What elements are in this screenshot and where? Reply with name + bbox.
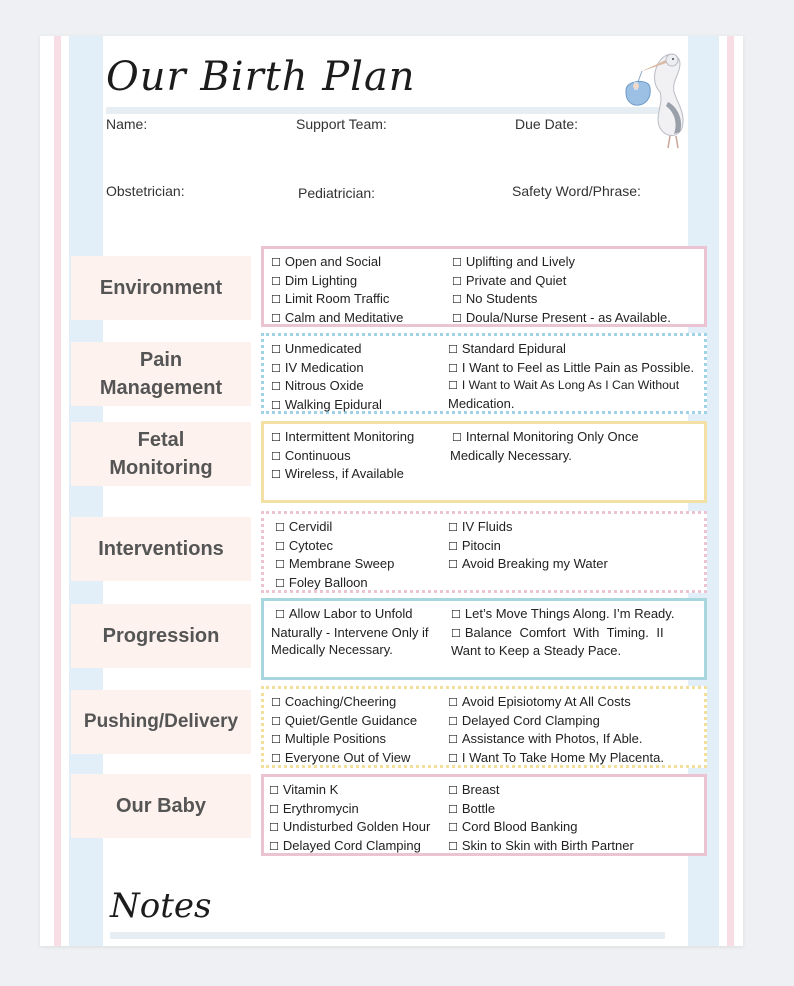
checkbox-item[interactable] bbox=[452, 309, 671, 328]
checkbox-label: No Students bbox=[465, 291, 538, 306]
checkbox-item[interactable] bbox=[271, 712, 417, 731]
checkbox-item[interactable] bbox=[448, 749, 664, 768]
checkbox-item[interactable] bbox=[450, 428, 639, 447]
checkbox-item[interactable] bbox=[275, 518, 394, 537]
checkbox-icon: ☐ bbox=[448, 343, 458, 356]
environment-left-column bbox=[271, 253, 403, 327]
checkbox-label: Wireless, if Available bbox=[284, 466, 404, 481]
checkbox-label: Unmedicated bbox=[284, 341, 362, 356]
checkbox-label-continuation: Medication. bbox=[448, 395, 515, 411]
progression-left-column bbox=[271, 605, 447, 659]
title-underline bbox=[106, 107, 661, 114]
checkbox-item[interactable] bbox=[448, 781, 634, 800]
obstetrician-field-label: Obstetrician: bbox=[106, 183, 185, 199]
stripe-pink-left bbox=[54, 36, 61, 946]
checkbox-item[interactable] bbox=[448, 837, 634, 856]
section-label-fetal-monitoring bbox=[71, 422, 251, 486]
checkbox-icon: ☐ bbox=[275, 558, 285, 571]
checkbox-icon: ☐ bbox=[451, 608, 461, 621]
checkbox-item[interactable] bbox=[271, 730, 417, 749]
checkbox-item[interactable] bbox=[275, 537, 394, 556]
section-label-text: Management bbox=[99, 377, 223, 399]
section-label-text: Monitoring bbox=[109, 457, 213, 479]
checkbox-icon: ☐ bbox=[448, 521, 458, 534]
section-label-text: Pushing/Delivery bbox=[83, 711, 239, 732]
checkbox-label: Private and Quiet bbox=[465, 272, 567, 288]
checkbox-label: Membrane Sweep bbox=[288, 556, 395, 571]
support-team-field-label: Support Team: bbox=[296, 116, 387, 132]
checkbox-item[interactable] bbox=[271, 465, 414, 484]
checkbox-item[interactable] bbox=[271, 749, 417, 768]
checkbox-icon: ☐ bbox=[448, 821, 458, 834]
fetal-right-column bbox=[450, 428, 639, 464]
stork-illustration-icon bbox=[620, 42, 704, 150]
pushing-delivery-options-box bbox=[261, 686, 707, 768]
checkbox-icon: ☐ bbox=[275, 608, 285, 621]
checkbox-label: Quiet/Gentle Guidance bbox=[284, 712, 418, 728]
birth-plan-page bbox=[40, 36, 743, 946]
section-label-text: Pain bbox=[139, 349, 183, 371]
checkbox-item[interactable] bbox=[448, 537, 608, 556]
checkbox-icon: ☐ bbox=[271, 696, 281, 709]
checkbox-icon: ☐ bbox=[271, 714, 281, 728]
section-label-our-baby bbox=[71, 774, 251, 838]
pushing-right-column bbox=[448, 693, 664, 767]
checkbox-label-continuation: Medically Necessary. bbox=[450, 447, 572, 463]
checkbox-item[interactable] bbox=[448, 518, 608, 537]
checkbox-item[interactable] bbox=[271, 359, 382, 378]
checkbox-item[interactable] bbox=[271, 447, 414, 466]
stripe-white-left bbox=[61, 36, 69, 946]
interventions-left-column bbox=[275, 518, 394, 592]
checkbox-item[interactable] bbox=[451, 624, 696, 643]
checkbox-label: Breast bbox=[461, 782, 500, 797]
checkbox-label: Delayed Cord Clamping bbox=[461, 712, 600, 728]
checkbox-icon: ☐ bbox=[271, 311, 281, 325]
checkbox-icon: ☐ bbox=[448, 714, 458, 728]
checkbox-label: Uplifting and Lively bbox=[465, 254, 575, 269]
stripe-white-right-2 bbox=[719, 36, 727, 946]
environment-options-box bbox=[261, 246, 707, 327]
section-label-interventions bbox=[71, 517, 251, 581]
section-label-text: Our Baby bbox=[115, 795, 207, 817]
checkbox-item[interactable] bbox=[448, 800, 634, 819]
baby-right-column bbox=[448, 781, 634, 855]
checkbox-icon: ☐ bbox=[448, 539, 458, 553]
section-label-progression bbox=[71, 604, 251, 668]
interventions-right-column bbox=[448, 518, 608, 574]
checkbox-item[interactable] bbox=[452, 272, 671, 291]
interventions-options-box bbox=[261, 511, 707, 593]
checkbox-label: Skin to Skin with Birth Partner bbox=[461, 837, 634, 853]
checkbox-label: Erythromycin bbox=[282, 800, 359, 816]
checkbox-label: IV Medication bbox=[284, 359, 364, 375]
checkbox-icon: ☐ bbox=[452, 431, 462, 444]
checkbox-label: Cervidil bbox=[288, 519, 333, 534]
checkbox-item[interactable] bbox=[269, 818, 430, 837]
section-label-text: Interventions bbox=[98, 538, 224, 560]
checkbox-icon: ☐ bbox=[448, 558, 458, 571]
checkbox-item[interactable] bbox=[448, 818, 634, 837]
checkbox-label: Calm and Meditative bbox=[284, 309, 404, 325]
checkbox-item[interactable] bbox=[269, 800, 430, 819]
checkbox-label: Balance Comfort With Timing. II bbox=[464, 624, 664, 640]
checkbox-label: Delayed Cord Clamping bbox=[282, 837, 421, 853]
checkbox-icon: ☐ bbox=[271, 293, 281, 306]
checkbox-item[interactable] bbox=[271, 396, 382, 415]
checkbox-label: I Want to Wait As Long As I Can Without bbox=[461, 378, 680, 392]
checkbox-icon: ☐ bbox=[448, 802, 458, 816]
checkbox-icon: ☐ bbox=[271, 398, 281, 412]
section-label-text: Fetal bbox=[137, 429, 185, 451]
checkbox-icon: ☐ bbox=[269, 821, 279, 834]
pain-left-column bbox=[271, 340, 382, 414]
checkbox-item[interactable] bbox=[269, 837, 430, 856]
checkbox-icon: ☐ bbox=[275, 576, 285, 590]
checkbox-item[interactable] bbox=[271, 605, 447, 624]
checkbox-icon: ☐ bbox=[271, 380, 281, 393]
checkbox-icon: ☐ bbox=[271, 256, 281, 269]
checkbox-icon: ☐ bbox=[448, 751, 458, 765]
checkbox-icon: ☐ bbox=[269, 784, 279, 797]
checkbox-label: Coaching/Cheering bbox=[284, 694, 397, 709]
checkbox-label: Foley Balloon bbox=[288, 574, 368, 590]
checkbox-label: IV Fluids bbox=[461, 519, 513, 534]
checkbox-label: Dim Lighting bbox=[284, 272, 358, 288]
checkbox-label: Cytotec bbox=[288, 537, 333, 553]
checkbox-icon: ☐ bbox=[452, 311, 462, 325]
pain-management-options-box bbox=[261, 333, 707, 414]
checkbox-label: Continuous bbox=[284, 447, 351, 463]
checkbox-item[interactable] bbox=[448, 377, 694, 395]
checkbox-label: I Want To Take Home My Placenta. bbox=[461, 749, 664, 765]
checkbox-label: Vitamin K bbox=[282, 782, 339, 797]
checkbox-icon: ☐ bbox=[451, 626, 461, 640]
notes-underline[interactable] bbox=[110, 932, 665, 939]
checkbox-icon: ☐ bbox=[448, 784, 458, 797]
checkbox-item[interactable] bbox=[271, 428, 414, 447]
notes-heading: Notes bbox=[110, 886, 212, 926]
checkbox-label: Multiple Positions bbox=[284, 731, 387, 746]
checkbox-label: Let’s Move Things Along. I’m Ready. bbox=[464, 606, 675, 621]
checkbox-icon: ☐ bbox=[448, 379, 458, 392]
checkbox-label: I Want to Feel as Little Pain as Possible. bbox=[461, 359, 695, 375]
checkbox-item[interactable] bbox=[448, 340, 694, 359]
checkbox-item[interactable] bbox=[271, 309, 403, 328]
checkbox-icon: ☐ bbox=[271, 468, 281, 481]
section-label-text: Environment bbox=[99, 277, 223, 299]
checkbox-item[interactable] bbox=[271, 253, 403, 272]
section-label-pain-management bbox=[71, 342, 251, 406]
name-field-label: Name: bbox=[106, 116, 148, 132]
our-baby-options-box bbox=[261, 774, 707, 856]
checkbox-label-continuation: Naturally - Intervene Only if Medically Necessary. bbox=[271, 624, 429, 657]
checkbox-label: Intermittent Monitoring bbox=[284, 429, 415, 444]
checkbox-label: Avoid Episiotomy At All Costs bbox=[461, 694, 631, 709]
checkbox-label: Standard Epidural bbox=[461, 341, 566, 356]
checkbox-item[interactable] bbox=[271, 340, 382, 359]
checkbox-label: Bottle bbox=[461, 800, 496, 816]
checkbox-icon: ☐ bbox=[275, 539, 285, 553]
checkbox-icon: ☐ bbox=[448, 839, 458, 853]
fetal-left-column bbox=[271, 428, 414, 484]
checkbox-item[interactable] bbox=[448, 712, 664, 731]
checkbox-icon: ☐ bbox=[269, 802, 279, 816]
checkbox-item[interactable] bbox=[275, 555, 394, 574]
checkbox-item[interactable] bbox=[271, 290, 403, 309]
checkbox-icon: ☐ bbox=[275, 521, 285, 534]
section-label-text: Progression bbox=[102, 625, 220, 647]
checkbox-icon: ☐ bbox=[448, 361, 458, 375]
checkbox-icon: ☐ bbox=[448, 733, 458, 746]
environment-right-column bbox=[452, 253, 671, 327]
section-label-pushing-delivery bbox=[71, 690, 251, 754]
checkbox-item[interactable] bbox=[448, 555, 608, 574]
section-label-environment bbox=[71, 256, 251, 320]
progression-right-column bbox=[451, 605, 696, 660]
checkbox-icon: ☐ bbox=[271, 431, 281, 444]
checkbox-item[interactable] bbox=[271, 272, 403, 291]
checkbox-item[interactable] bbox=[448, 359, 694, 378]
checkbox-label: Walking Epidural bbox=[284, 396, 382, 412]
pediatrician-field-label: Pediatrician: bbox=[298, 185, 376, 201]
checkbox-icon: ☐ bbox=[452, 256, 462, 269]
checkbox-icon: ☐ bbox=[271, 733, 281, 746]
progression-options-box bbox=[261, 598, 707, 680]
checkbox-label-continuation: Want to Keep a Steady Pace. bbox=[451, 643, 622, 658]
checkbox-icon: ☐ bbox=[271, 361, 281, 375]
checkbox-label: Undisturbed Golden Hour bbox=[282, 819, 431, 834]
checkbox-icon: ☐ bbox=[448, 696, 458, 709]
checkbox-label: Cord Blood Banking bbox=[461, 819, 578, 834]
checkbox-label: Avoid Breaking my Water bbox=[461, 556, 608, 571]
checkbox-label: Everyone Out of View bbox=[284, 749, 411, 765]
checkbox-label: Limit Room Traffic bbox=[284, 291, 390, 306]
due-date-field-label: Due Date: bbox=[515, 116, 579, 132]
pushing-left-column bbox=[271, 693, 417, 767]
checkbox-label: Open and Social bbox=[284, 254, 381, 269]
baby-left-column bbox=[269, 781, 430, 855]
checkbox-item[interactable] bbox=[448, 730, 664, 749]
checkbox-label: Doula/Nurse Present - as Available. bbox=[465, 309, 671, 325]
checkbox-item[interactable] bbox=[451, 605, 696, 624]
checkbox-label: Allow Labor to Unfold bbox=[288, 606, 413, 621]
checkbox-label: Nitrous Oxide bbox=[284, 378, 364, 393]
checkbox-icon: ☐ bbox=[269, 839, 279, 853]
stripe-pink-right bbox=[727, 36, 734, 946]
checkbox-item[interactable] bbox=[448, 693, 664, 712]
checkbox-item[interactable] bbox=[275, 574, 394, 593]
safety-word-field-label: Safety Word/Phrase: bbox=[512, 183, 641, 199]
checkbox-icon: ☐ bbox=[452, 293, 462, 306]
checkbox-label: Assistance with Photos, If Able. bbox=[461, 731, 643, 746]
pain-right-column bbox=[448, 340, 694, 412]
checkbox-icon: ☐ bbox=[271, 343, 281, 356]
checkbox-item[interactable] bbox=[271, 693, 417, 712]
checkbox-icon: ☐ bbox=[452, 274, 462, 288]
checkbox-item[interactable] bbox=[452, 290, 671, 309]
checkbox-icon: ☐ bbox=[271, 449, 281, 463]
checkbox-label: Internal Monitoring Only Once bbox=[465, 429, 639, 444]
checkbox-label: Pitocin bbox=[461, 537, 501, 553]
checkbox-item[interactable] bbox=[269, 781, 430, 800]
checkbox-icon: ☐ bbox=[271, 274, 281, 288]
checkbox-item[interactable] bbox=[271, 377, 382, 396]
fetal-monitoring-options-box bbox=[261, 421, 707, 503]
page-title: Our Birth Plan bbox=[106, 54, 416, 100]
checkbox-icon: ☐ bbox=[271, 751, 281, 765]
checkbox-item[interactable] bbox=[452, 253, 671, 272]
